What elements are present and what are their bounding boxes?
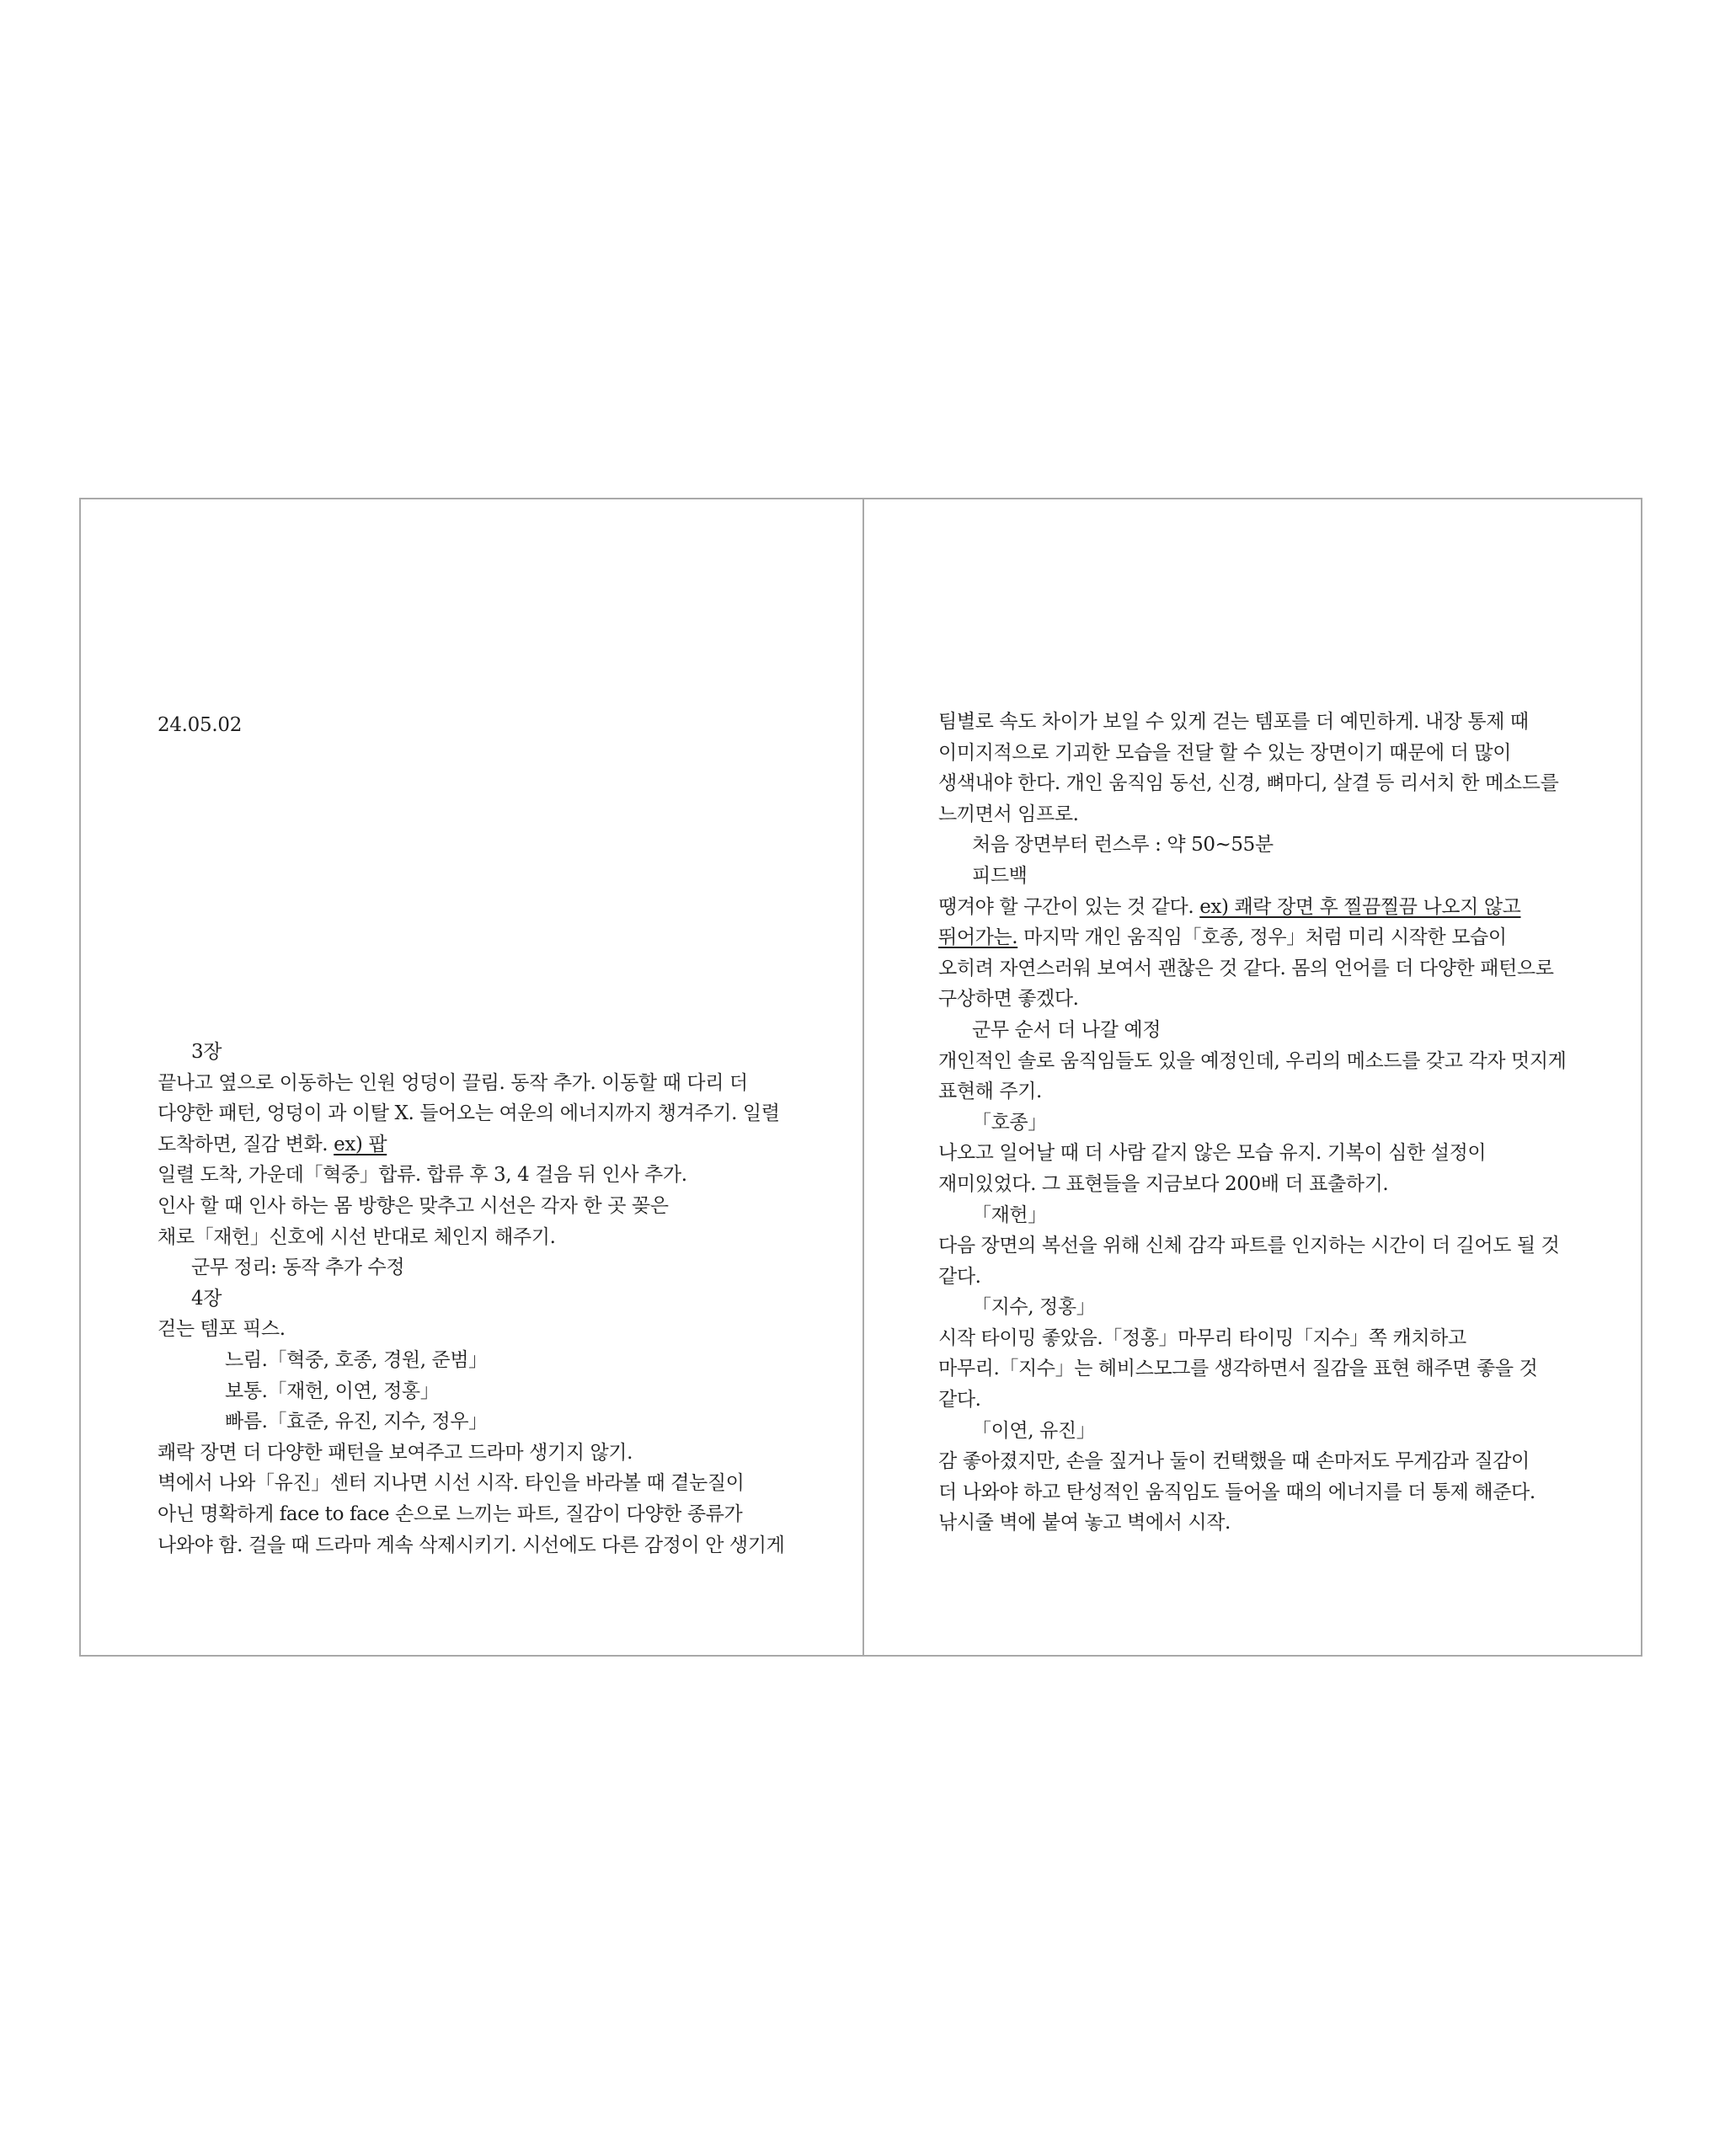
text-line: [938, 738, 1566, 769]
line-text: 「지수, 정홍」: [972, 1296, 1096, 1319]
line-text: 같다.: [938, 1389, 981, 1412]
line-text: 빠름.「효준, 유진, 지수, 정우」: [225, 1411, 488, 1433]
text-line: [158, 1376, 784, 1407]
left-page: [81, 499, 861, 1655]
line-text: 채로「재헌」신호에 시선 반대로 체인지 해주기.: [158, 1225, 556, 1248]
line-text: 느끼면서 임프로.: [938, 803, 1079, 825]
line-text: 「이연, 유진」: [972, 1419, 1096, 1442]
text-line: [158, 1222, 784, 1253]
underlined-text: ex) 팝: [334, 1133, 387, 1155]
text-line: [158, 1406, 784, 1438]
text-line: [938, 1416, 1566, 1447]
line-text: 보통.「재헌, 이연, 정홍」: [225, 1380, 440, 1402]
line-text: 군무 순서 더 나갈 예정: [972, 1018, 1162, 1041]
line-text: 인사 할 때 인사 하는 몸 방향은 맞추고 시선은 각자 한 곳 꽂은: [158, 1194, 669, 1217]
text-line: [158, 1314, 784, 1345]
underlined-text: 뛰어가는.: [938, 926, 1018, 949]
text-line: [938, 861, 1566, 892]
text-line: [158, 1068, 784, 1099]
line-text: 생색내야 한다. 개인 움직임 동선, 신경, 뼈마디, 살결 등 리서치 한 메소드를: [938, 772, 1559, 795]
text-line: [938, 892, 1566, 923]
text-line: [938, 1292, 1566, 1323]
text-line: [938, 1385, 1566, 1416]
line-text: 4장: [191, 1287, 222, 1310]
text-line: [158, 1468, 784, 1499]
text-line: [938, 768, 1566, 799]
text-line: [938, 1046, 1566, 1077]
line-text: 팀별로 속도 차이가 보일 수 있게 걷는 템포를 더 예민하게. 내장 통제 때: [938, 711, 1529, 733]
line-text: 감 좋아졌지만, 손을 짚거나 둘이 컨택했을 때 손마저도 무게감과 질감이: [938, 1450, 1530, 1473]
line-text: 처음 장면부터 런스루 : 약 50~55분: [972, 834, 1274, 857]
line-text: 더 나와야 하고 탄성적인 움직임도 들어올 때의 에너지를 더 통제 해준다.: [938, 1481, 1535, 1503]
line-text: 군무 정리: 동작 추가 수정: [191, 1257, 405, 1279]
text-line: [158, 1098, 784, 1129]
line-text: 아닌 명확하게 face to face 손으로 느끼는 파트, 질감이 다양한 종류가: [158, 1502, 743, 1525]
line-text: 땡겨야 할 구간이 있는 것 같다.: [938, 895, 1194, 918]
line-text: 이미지적으로 기괴한 모습을 전달 할 수 있는 장면이기 때문에 더 많이: [938, 741, 1512, 764]
text-line: [938, 953, 1566, 985]
left-page-text: [158, 1037, 784, 1561]
line-text: 구상하면 좋겠다.: [938, 988, 1079, 1011]
text-line: [938, 984, 1566, 1015]
line-text: 같다.: [938, 1265, 981, 1288]
text-line: [158, 1345, 784, 1376]
line-text: 시작 타이밍 좋았음.「정홍」마무리 타이밍「지수」쪽 캐치하고: [938, 1326, 1466, 1349]
text-line: [158, 1499, 784, 1530]
text-line: [158, 1530, 784, 1561]
text-line: [938, 1446, 1566, 1477]
line-text: 다음 장면의 복선을 위해 신체 감각 파트를 인지하는 시간이 더 길어도 될 것: [938, 1235, 1560, 1257]
text-line: [938, 1477, 1566, 1508]
text-line: [938, 1138, 1566, 1169]
text-line: [938, 1323, 1566, 1354]
line-text: 다양한 패턴, 엉덩이 과 이탈 X. 들어오는 여운의 에너지까지 챙겨주기. 일렬: [158, 1102, 780, 1125]
text-line: [158, 1191, 784, 1222]
line-text: 걷는 템포 픽스.: [158, 1318, 286, 1341]
text-line: [938, 1076, 1566, 1107]
text-line: [938, 830, 1566, 861]
book-spread: [79, 498, 1642, 1657]
text-line: [938, 1015, 1566, 1046]
line-text: 끝나고 옆으로 이동하는 인원 엉덩이 끌림. 동작 추가. 이동할 때 다리 더: [158, 1071, 748, 1094]
text-line: [938, 1230, 1566, 1262]
text-line: [938, 1262, 1566, 1293]
line-text: 도착하면, 질감 변화.: [158, 1133, 328, 1155]
line-text: 「호종」: [972, 1111, 1047, 1134]
line-text: 표현해 주기.: [938, 1081, 1042, 1103]
line-text: 오히려 자연스러워 보여서 괜찮은 것 같다. 몸의 언어를 더 다양한 패턴으로: [938, 957, 1554, 979]
text-line: [158, 1438, 784, 1469]
text-line: [938, 1169, 1566, 1200]
line-text: 낚시줄 벽에 붙여 놓고 벽에서 시작.: [938, 1512, 1231, 1534]
line-text: 나오고 일어날 때 더 사람 같지 않은 모습 유지. 기복이 심한 설정이: [938, 1142, 1487, 1165]
line-text: 개인적인 솔로 움직임들도 있을 예정인데, 우리의 메소드를 갖고 각자 멋지게: [938, 1049, 1567, 1072]
text-line: [938, 1508, 1566, 1539]
line-text: 피드백: [972, 864, 1028, 887]
text-line: [158, 1283, 784, 1315]
underlined-text: ex) 쾌락 장면 후 찔끔찔끔 나오지 않고: [1199, 895, 1521, 918]
text-line: [938, 1353, 1566, 1385]
text-line: [938, 799, 1566, 830]
text-line: [938, 1107, 1566, 1139]
line-text: 일렬 도착, 가운데「혁중」합류. 합류 후 3, 4 걸음 뒤 인사 추가.: [158, 1164, 687, 1187]
right-page: [864, 499, 1644, 1655]
text-line: [938, 922, 1566, 953]
line-text: 재미있었다. 그 표현들을 지금보다 200배 더 표출하기.: [938, 1172, 1389, 1195]
line-text: 3장: [191, 1041, 222, 1063]
line-text: 나와야 함. 걸을 때 드라마 계속 삭제시키기. 시선에도 다른 감정이 안 생기게: [158, 1534, 785, 1556]
text-line: [158, 1252, 784, 1283]
right-page-text: [938, 707, 1566, 1539]
line-text: 느림.「혁중, 호종, 경원, 준범」: [225, 1348, 488, 1371]
line-text: 마무리.「지수」는 헤비스모그를 생각하면서 질감을 표현 해주면 좋을 것: [938, 1358, 1538, 1380]
text-line: [158, 1160, 784, 1191]
line-text: 벽에서 나와「유진」센터 지나면 시선 시작. 타인을 바라볼 때 곁눈질이: [158, 1472, 745, 1495]
text-line: [938, 1200, 1566, 1231]
line-text: 마지막 개인 움직임「호종, 정우」처럼 미리 시작한 모습이: [1023, 926, 1507, 949]
line-text: 쾌락 장면 더 다양한 패턴을 보여주고 드라마 생기지 않기.: [158, 1441, 633, 1464]
text-line: [158, 1037, 784, 1068]
text-line: [158, 1129, 784, 1161]
page-date: 24.05.02: [158, 714, 243, 736]
line-text: 「재헌」: [972, 1203, 1047, 1226]
text-line: [938, 707, 1566, 738]
